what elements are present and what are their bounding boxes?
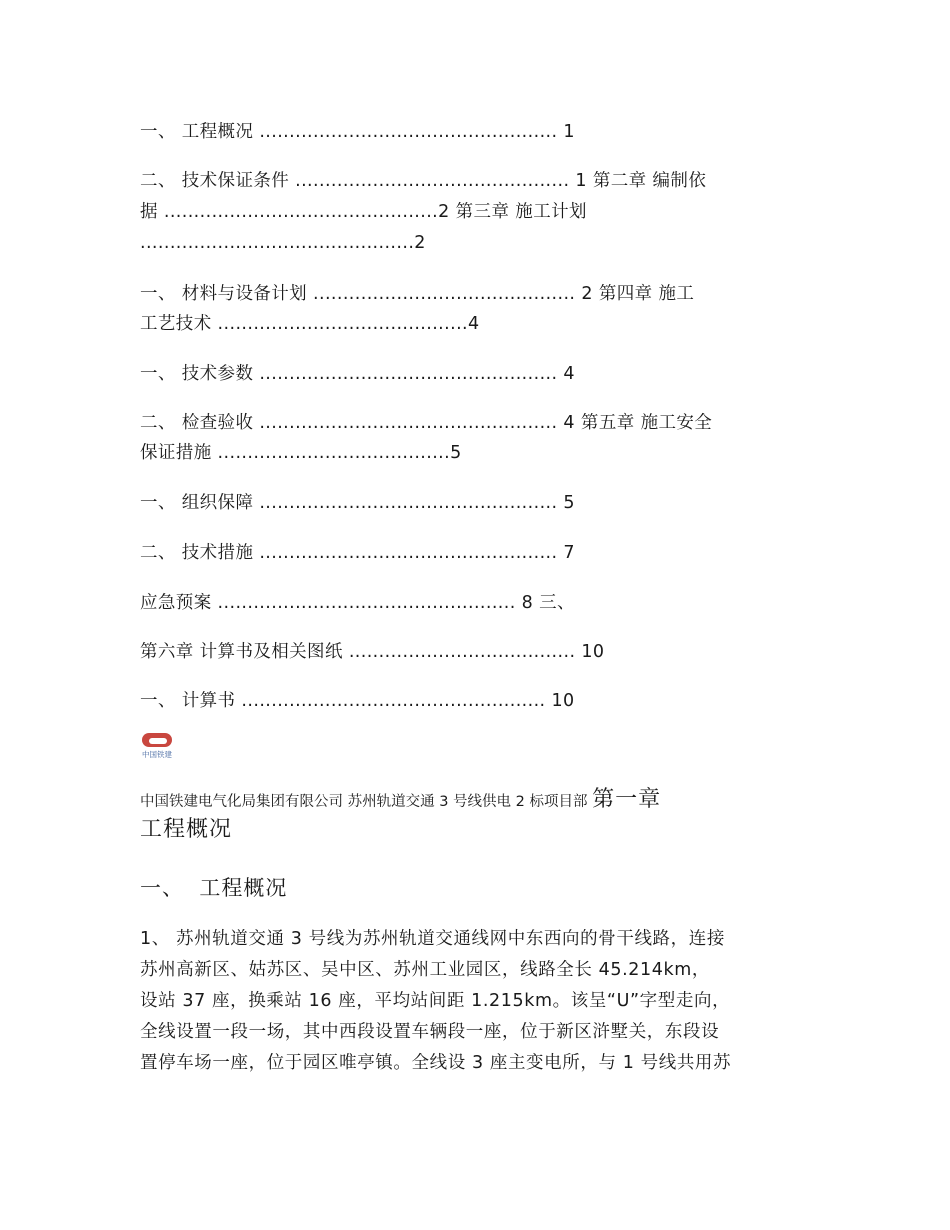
logo-text: 中国铁建 <box>142 750 172 759</box>
logo-emblem <box>142 733 172 747</box>
section-title: 一、 工程概况 <box>140 876 288 900</box>
paragraph-line: 全线设置一段一场，其中西段设置车辆段一座，位于新区浒墅关，东段设 <box>140 1022 720 1042</box>
toc-entry[interactable]: 一、 组织保障 .................................................. 5 <box>140 493 575 513</box>
toc-entry[interactable]: 一、 计算书 ................................................... 10 <box>140 691 575 711</box>
paragraph-line: 设站 37 座，换乘站 16 座，平均站间距 1.215km。该呈“U”字型走向， <box>140 991 731 1011</box>
chapter-label: 第一章 <box>592 787 662 812</box>
toc-entry[interactable]: ..............................................2 <box>140 233 426 253</box>
toc-entry[interactable]: 工艺技术 ..........................................4 <box>140 314 480 334</box>
toc-entry[interactable]: 应急预案 .................................................. 8 三、 <box>140 593 575 613</box>
toc-entry[interactable]: 一、 材料与设备计划 ............................................ 2 第四章 施工 <box>140 284 695 304</box>
toc-entry[interactable]: 第六章 计算书及相关图纸 ...................................... 10 <box>140 642 605 662</box>
toc-entry[interactable]: 一、 技术参数 .................................................. 4 <box>140 364 575 384</box>
toc-entry[interactable]: 保证措施 .......................................5 <box>140 443 462 463</box>
toc-entry[interactable]: 据 ..............................................2 第三章 施工计划 <box>140 202 587 222</box>
company-name: 中国铁建电气化局集团有限公司 苏州轨道交通 3 号线供电 2 标项目部 <box>140 794 588 810</box>
toc-entry[interactable]: 一、 工程概况 .................................................. 1 <box>140 122 575 142</box>
chapter-title: 工程概况 <box>140 817 233 842</box>
logo-emblem-inner <box>149 738 167 744</box>
page-header <box>140 785 661 817</box>
toc-entry[interactable]: 二、 技术保证条件 .............................................. 1 第二章 编制依 <box>140 171 707 191</box>
toc-entry[interactable]: 二、 检查验收 .................................................. 4 第五章 施工安全 <box>140 413 713 433</box>
paragraph-line: 苏州高新区、姑苏区、吴中区、苏州工业园区，线路全长 45.214km， <box>140 960 710 980</box>
paragraph-line: 1、 苏州轨道交通 3 号线为苏州轨道交通线网中东西向的骨干线路，连接 <box>140 929 725 949</box>
company-logo <box>140 731 174 763</box>
paragraph-line: 置停车场一座，位于园区唯亭镇。全线设 3 座主变电所，与 1 号线共用苏 <box>140 1053 732 1073</box>
toc-entry[interactable]: 二、 技术措施 .................................................. 7 <box>140 543 575 563</box>
